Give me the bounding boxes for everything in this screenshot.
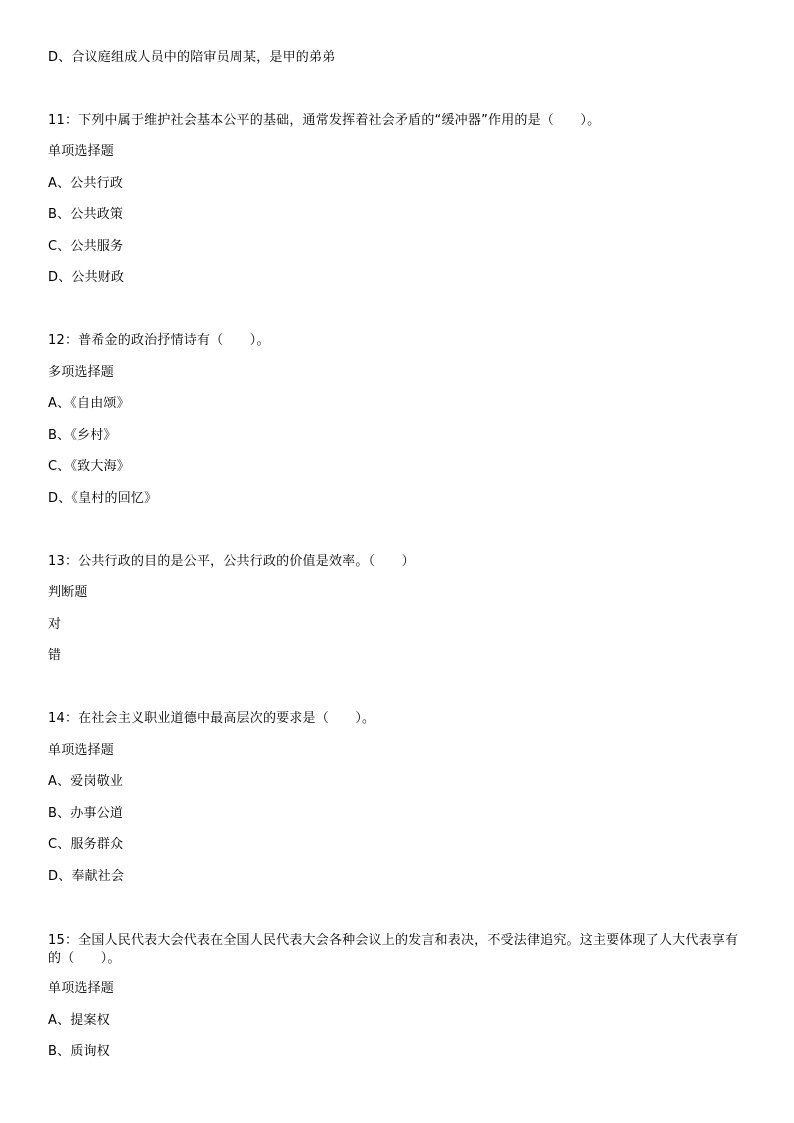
question-13-option-false: 错 [48, 648, 62, 663]
question-13-stem: 13：公共行政的目的是公平，公共行政的价值是效率。（ ） [48, 554, 415, 569]
question-15-type: 单项选择题 [48, 981, 115, 996]
question-14-type: 单项选择题 [48, 743, 115, 758]
question-14-option-c: C、服务群众 [48, 837, 124, 852]
question-12-option-b: B、《乡村》 [48, 428, 117, 443]
question-13-option-true: 对 [48, 617, 62, 632]
question-14-stem: 14：在社会主义职业道德中最高层次的要求是（ ）。 [48, 711, 376, 726]
question-12-option-c: C、《致大海》 [48, 459, 130, 474]
question-12-stem: 12：普希金的政治抒情诗有（ ）。 [48, 333, 270, 348]
question-15-option-b: B、质询权 [48, 1044, 110, 1059]
question-12-type: 多项选择题 [48, 365, 115, 380]
question-11-type: 单项选择题 [48, 144, 115, 159]
question-11-option-c: C、公共服务 [48, 239, 124, 254]
question-12-option-a: A、《自由颂》 [48, 396, 130, 411]
option-d: D、合议庭组成人员中的陪审员周某，是甲的弟弟 [48, 50, 336, 65]
question-15-option-a: A、提案权 [48, 1013, 110, 1028]
question-11-option-d: D、公共财政 [48, 270, 125, 285]
question-14-option-b: B、办事公道 [48, 806, 124, 821]
question-14-option-a: A、爱岗敬业 [48, 774, 124, 789]
question-15-stem: 15：全国人民代表大会代表在全国人民代表大会各种会议上的发言和表决，不受法律追究。这主要体现了人大代表享有的（ ）。 [48, 933, 739, 966]
question-14-option-d: D、奉献社会 [48, 869, 125, 884]
question-13-type: 判断题 [48, 585, 88, 600]
question-12-option-d: D、《皇村的回忆》 [48, 491, 158, 506]
question-11-option-a: A、公共行政 [48, 176, 124, 191]
question-11-option-b: B、公共政策 [48, 207, 124, 222]
question-11-stem: 11：下列中属于维护社会基本公平的基础，通常发挥着社会矛盾的“缓冲器”作用的是（ ）。 [48, 113, 601, 128]
